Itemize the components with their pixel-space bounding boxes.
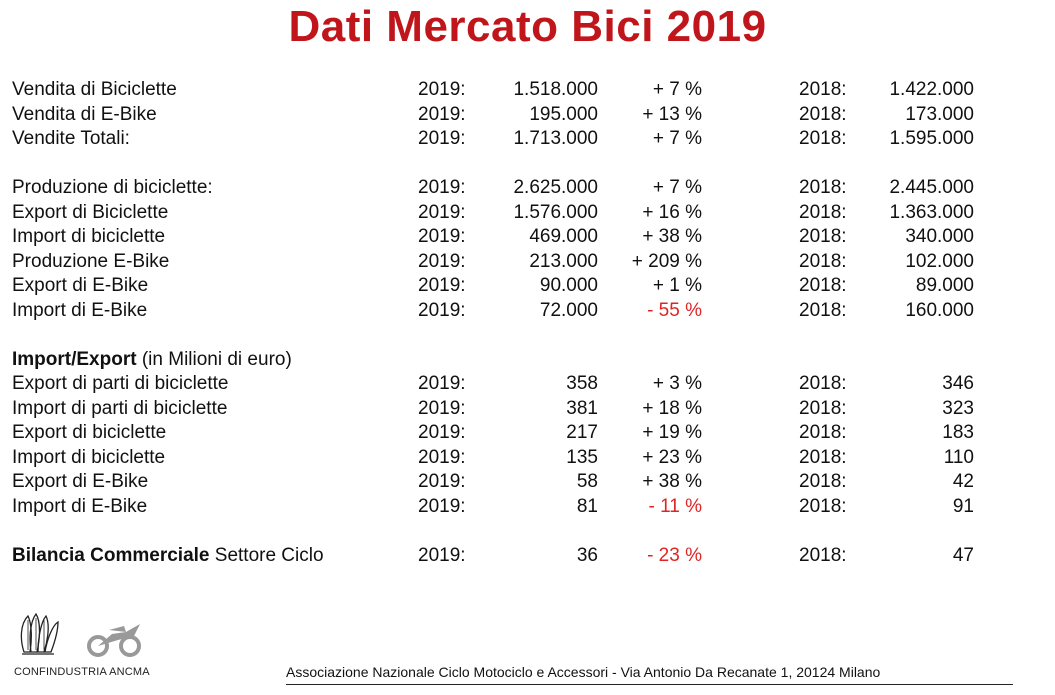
row-label: Export di E-Bike [12, 471, 149, 492]
value-2018: 1.595.000 [889, 128, 974, 149]
percent-change: + 23 % [642, 446, 702, 468]
year-2018-label: 2018: [799, 397, 847, 419]
year-2019-label: 2019: [418, 544, 466, 566]
row-label: Import di E-Bike [12, 495, 148, 517]
year-2019-label: 2019: [418, 103, 466, 125]
value-2019: 1.518.000 [513, 79, 598, 100]
table-row [12, 299, 1012, 324]
row-label: Export di Biciclette [12, 201, 169, 223]
year-2018-label: 2018: [799, 177, 847, 198]
percent-change: + 7 % [652, 128, 702, 149]
row-label: Export di biciclette [12, 422, 167, 443]
value-2018: 346 [942, 373, 974, 394]
row-label: Vendite Totali: [12, 128, 130, 149]
footer-divider [286, 684, 1013, 685]
year-2018-label: 2018: [799, 226, 847, 247]
year-2019-label: 2019: [418, 422, 466, 443]
page-title: Dati Mercato Bici 2019 [288, 2, 767, 51]
value-2018: 340.000 [905, 226, 974, 247]
value-2019: 1.713.000 [513, 128, 598, 149]
row-label: Import di biciclette [12, 226, 166, 247]
row-label: Import di parti di biciclette [12, 397, 228, 419]
year-2018-label: 2018: [799, 299, 847, 321]
row-label: Vendita di Biciclette [12, 79, 177, 100]
value-2019: 195.000 [529, 103, 598, 125]
value-2018: 47 [952, 544, 974, 566]
market-data-table [12, 78, 1012, 568]
value-2018: 42 [952, 471, 974, 492]
row-label: Produzione di biciclette: [12, 177, 213, 198]
year-2019-label: 2019: [418, 128, 466, 149]
value-2018: 1.363.000 [889, 201, 974, 223]
percent-change: + 209 % [631, 250, 702, 272]
row-label: Vendita di E-Bike [12, 103, 157, 125]
table-row [12, 495, 1012, 520]
year-2019-label: 2019: [418, 495, 466, 517]
ancma-motorcycle-logo-icon [89, 624, 140, 655]
percent-change: + 3 % [652, 373, 702, 394]
year-2018-label: 2018: [799, 201, 847, 223]
balance-row [12, 544, 1012, 569]
percent-change: - 55 % [647, 299, 702, 321]
table-row [12, 103, 1012, 128]
table-row [12, 470, 1012, 495]
table-row [12, 372, 1012, 397]
value-2018: 323 [942, 397, 974, 419]
value-2019: 81 [576, 495, 598, 517]
row-label: Produzione E-Bike [12, 250, 170, 272]
value-2018: 110 [943, 446, 974, 468]
year-2018-label: 2018: [799, 250, 847, 272]
percent-change: + 7 % [652, 79, 702, 100]
percent-change: - 11 % [648, 495, 702, 517]
table-row [12, 225, 1012, 250]
year-2019-label: 2019: [418, 373, 466, 394]
year-2018-label: 2018: [799, 471, 847, 492]
value-2018: 160.000 [905, 299, 974, 321]
percent-change: + 19 % [642, 422, 702, 443]
year-2019-label: 2019: [418, 471, 466, 492]
percent-change: - 23 % [647, 544, 702, 566]
year-2018-label: 2018: [799, 103, 847, 125]
value-2018: 173.000 [905, 103, 974, 125]
value-2018: 102.000 [905, 250, 974, 272]
confindustria-logo-icon [21, 614, 58, 654]
production-trade-section [12, 176, 1012, 323]
row-label: Import di biciclette [12, 446, 166, 468]
year-2018-label: 2018: [799, 79, 847, 100]
value-2019: 2.625.000 [513, 177, 598, 198]
import-export-heading [12, 348, 1012, 373]
year-2018-label: 2018: [799, 495, 847, 517]
year-2019-label: 2019: [418, 250, 466, 272]
year-2019-label: 2019: [418, 397, 466, 419]
value-2019: 217 [566, 422, 598, 443]
value-2019: 58 [576, 471, 598, 492]
year-2018-label: 2018: [799, 544, 847, 566]
value-2019: 381 [566, 397, 598, 419]
sales-section [12, 78, 1012, 152]
year-2019-label: 2019: [418, 446, 466, 468]
value-2019: 1.576.000 [513, 201, 598, 223]
logo-caption: CONFINDUSTRIA ANCMA [14, 666, 150, 678]
value-2018: 91 [952, 495, 974, 517]
year-2018-label: 2018: [799, 373, 847, 394]
value-2019: 135 [566, 446, 598, 468]
percent-change: + 7 % [652, 177, 702, 198]
value-2019: 469.000 [529, 226, 598, 247]
percent-change: + 38 % [642, 471, 702, 492]
value-2019: 213.000 [529, 250, 598, 272]
year-2018-label: 2018: [799, 275, 847, 296]
year-2019-label: 2019: [418, 275, 466, 296]
percent-change: + 1 % [652, 275, 702, 296]
table-row [12, 446, 1012, 471]
year-2019-label: 2019: [418, 79, 466, 100]
logo-block [14, 610, 164, 680]
year-2018-label: 2018: [799, 422, 847, 443]
year-2019-label: 2019: [418, 201, 466, 223]
value-2018: 183 [942, 422, 974, 443]
table-row [12, 274, 1012, 299]
table-row [12, 78, 1012, 103]
value-2018: 2.445.000 [889, 177, 974, 198]
table-row [12, 421, 1012, 446]
import-export-section [12, 372, 1012, 519]
table-row [12, 176, 1012, 201]
row-label: Export di parti di biciclette [12, 373, 229, 394]
import-export-heading-title: Import/Export [12, 348, 137, 370]
percent-change: + 16 % [642, 201, 702, 223]
value-2019: 72.000 [539, 299, 598, 321]
percent-change: + 38 % [642, 226, 702, 247]
year-2019-label: 2019: [418, 299, 466, 321]
year-2018-label: 2018: [799, 446, 847, 468]
balance-label-bold: Bilancia Commerciale [12, 544, 210, 566]
table-row [12, 250, 1012, 275]
year-2019-label: 2019: [418, 226, 466, 247]
value-2018: 1.422.000 [889, 79, 974, 100]
percent-change: + 13 % [642, 103, 702, 125]
value-2019: 36 [576, 544, 598, 566]
value-2019: 90.000 [539, 275, 598, 296]
percent-change: + 18 % [642, 397, 702, 419]
logo-icons [14, 610, 164, 666]
row-label: Import di E-Bike [12, 299, 148, 321]
year-2018-label: 2018: [799, 128, 847, 149]
table-row [12, 397, 1012, 422]
row-label: Export di E-Bike [12, 275, 149, 296]
footer-address: Associazione Nazionale Ciclo Motociclo e Accessori - Via Antonio Da Recanate 1, 20124 Milano [286, 664, 881, 680]
balance-label-rest: Settore Ciclo [214, 544, 324, 566]
import-export-heading-note: (in Milioni di euro) [141, 348, 292, 370]
value-2019: 358 [566, 373, 598, 394]
value-2018: 89.000 [915, 275, 974, 296]
table-row [12, 201, 1012, 226]
table-row [12, 127, 1012, 152]
year-2019-label: 2019: [418, 177, 466, 198]
